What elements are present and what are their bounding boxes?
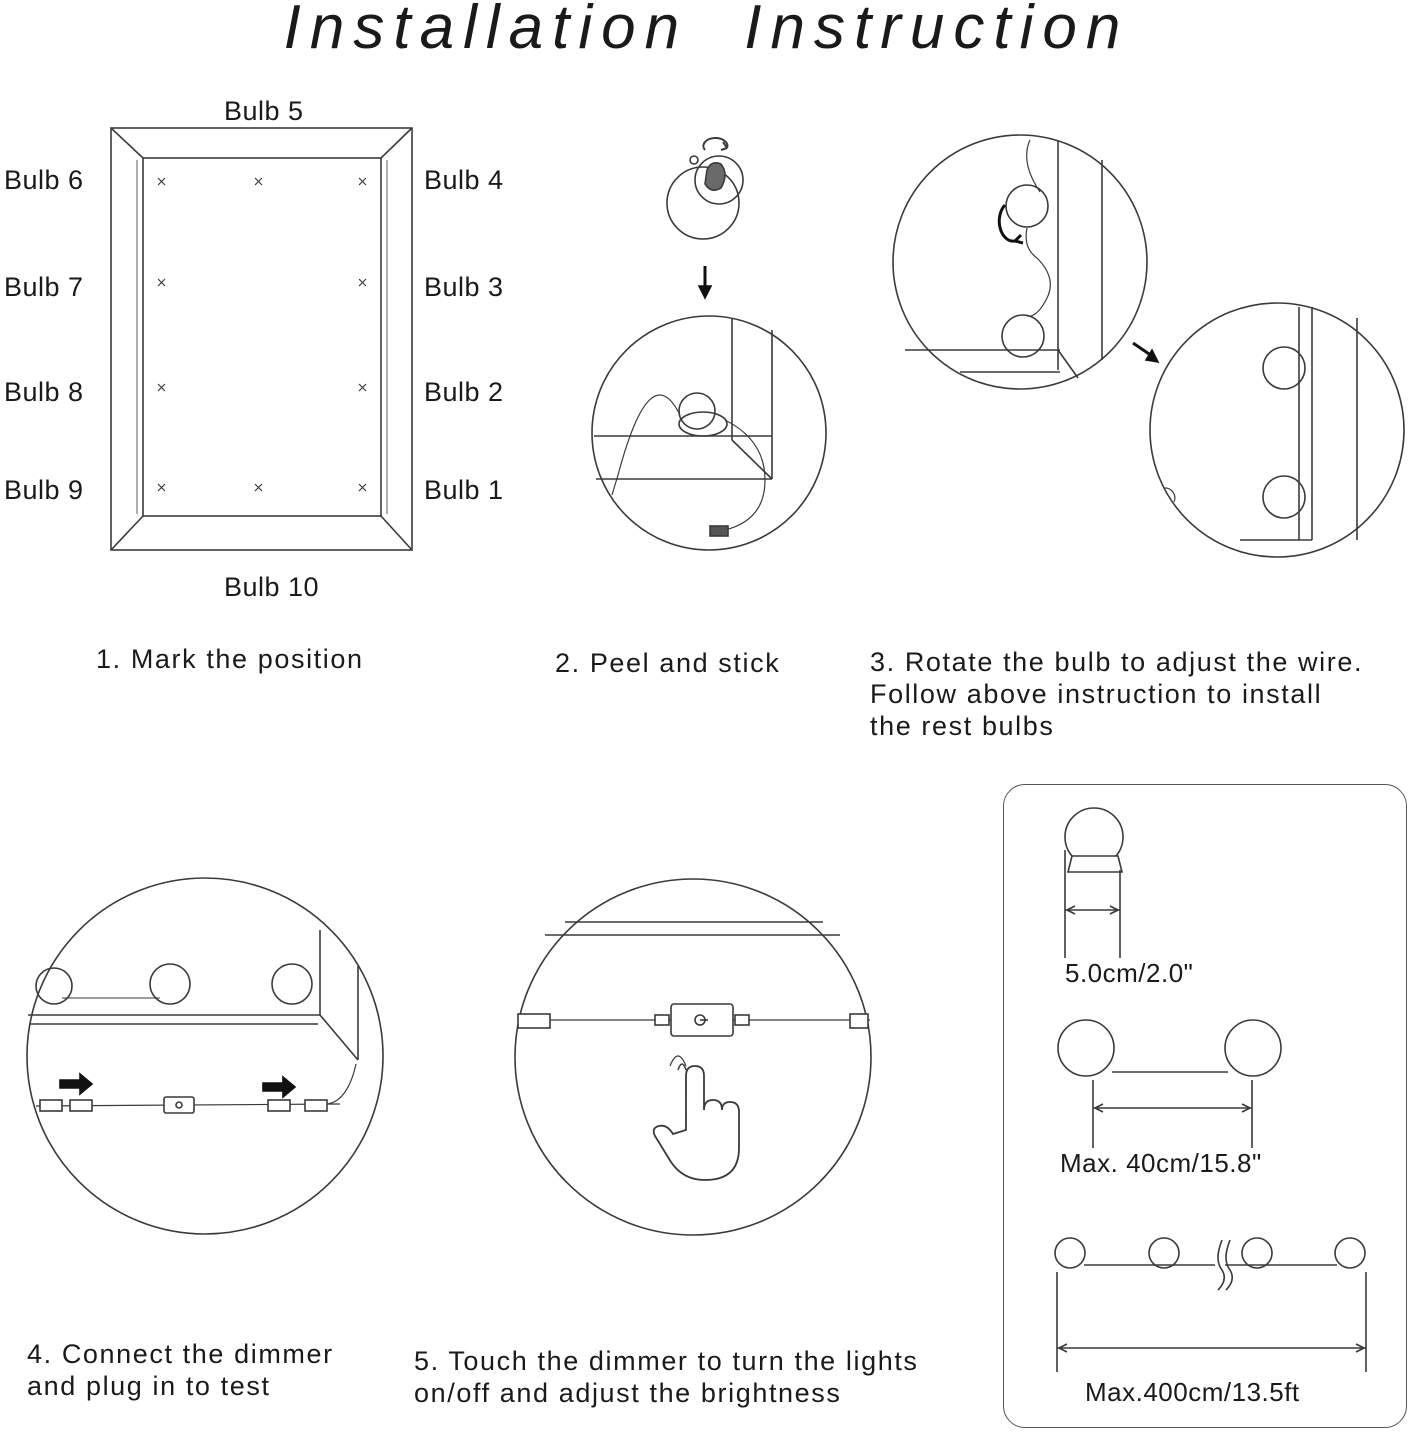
bulb-dimension-drawing (1065, 808, 1123, 958)
step-4-caption-line-2: and plug in to test (27, 1371, 271, 1401)
bulb-label-right-1: Bulb 4 (424, 165, 504, 195)
position-marks (158, 178, 366, 491)
bulb-label-left-3: Bulb 8 (4, 377, 84, 407)
step-5-caption-line-1: 5. Touch the dimmer to turn the lights (414, 1346, 919, 1376)
bulb-label-left-2: Bulb 7 (4, 272, 84, 302)
step-1-caption: 1. Mark the position (96, 644, 364, 674)
bulb-spacing-drawing (1058, 1020, 1281, 1148)
connect-dimmer-diagram (27, 878, 383, 1234)
step-3-caption-line-3: the rest bulbs (870, 711, 1055, 741)
bulb-label-left-1: Bulb 6 (4, 165, 84, 195)
bulb-label-bottom: Bulb 10 (224, 572, 320, 602)
step-5-caption-line-2: on/off and adjust the brightness (414, 1378, 842, 1408)
step-3-caption-line-1: 3. Rotate the bulb to adjust the wire. (870, 647, 1364, 677)
bulb-label-left-4: Bulb 9 (4, 475, 84, 505)
bulb-label-right-2: Bulb 3 (424, 272, 504, 302)
bulb-label-top: Bulb 5 (224, 96, 304, 126)
peel-stick-diagram (592, 138, 826, 550)
total-length-drawing (1055, 1238, 1366, 1372)
bulb-spacing-label: Max. 40cm/15.8" (1060, 1148, 1262, 1178)
rotate-bulb-diagram (893, 135, 1404, 557)
page-title: Installation Instruction (283, 0, 1130, 62)
bulb-label-right-4: Bulb 1 (424, 475, 504, 505)
step-2-caption: 2. Peel and stick (555, 648, 781, 678)
total-length-label: Max.400cm/13.5ft (1085, 1377, 1300, 1407)
step-4-caption-line-1: 4. Connect the dimmer (27, 1339, 334, 1369)
step-3-caption-line-2: Follow above instruction to install (870, 679, 1323, 709)
bulb-diameter-label: 5.0cm/2.0" (1065, 958, 1194, 988)
bulb-label-right-3: Bulb 2 (424, 377, 504, 407)
mirror-frame-diagram (111, 128, 412, 550)
touch-dimmer-diagram (515, 879, 871, 1235)
